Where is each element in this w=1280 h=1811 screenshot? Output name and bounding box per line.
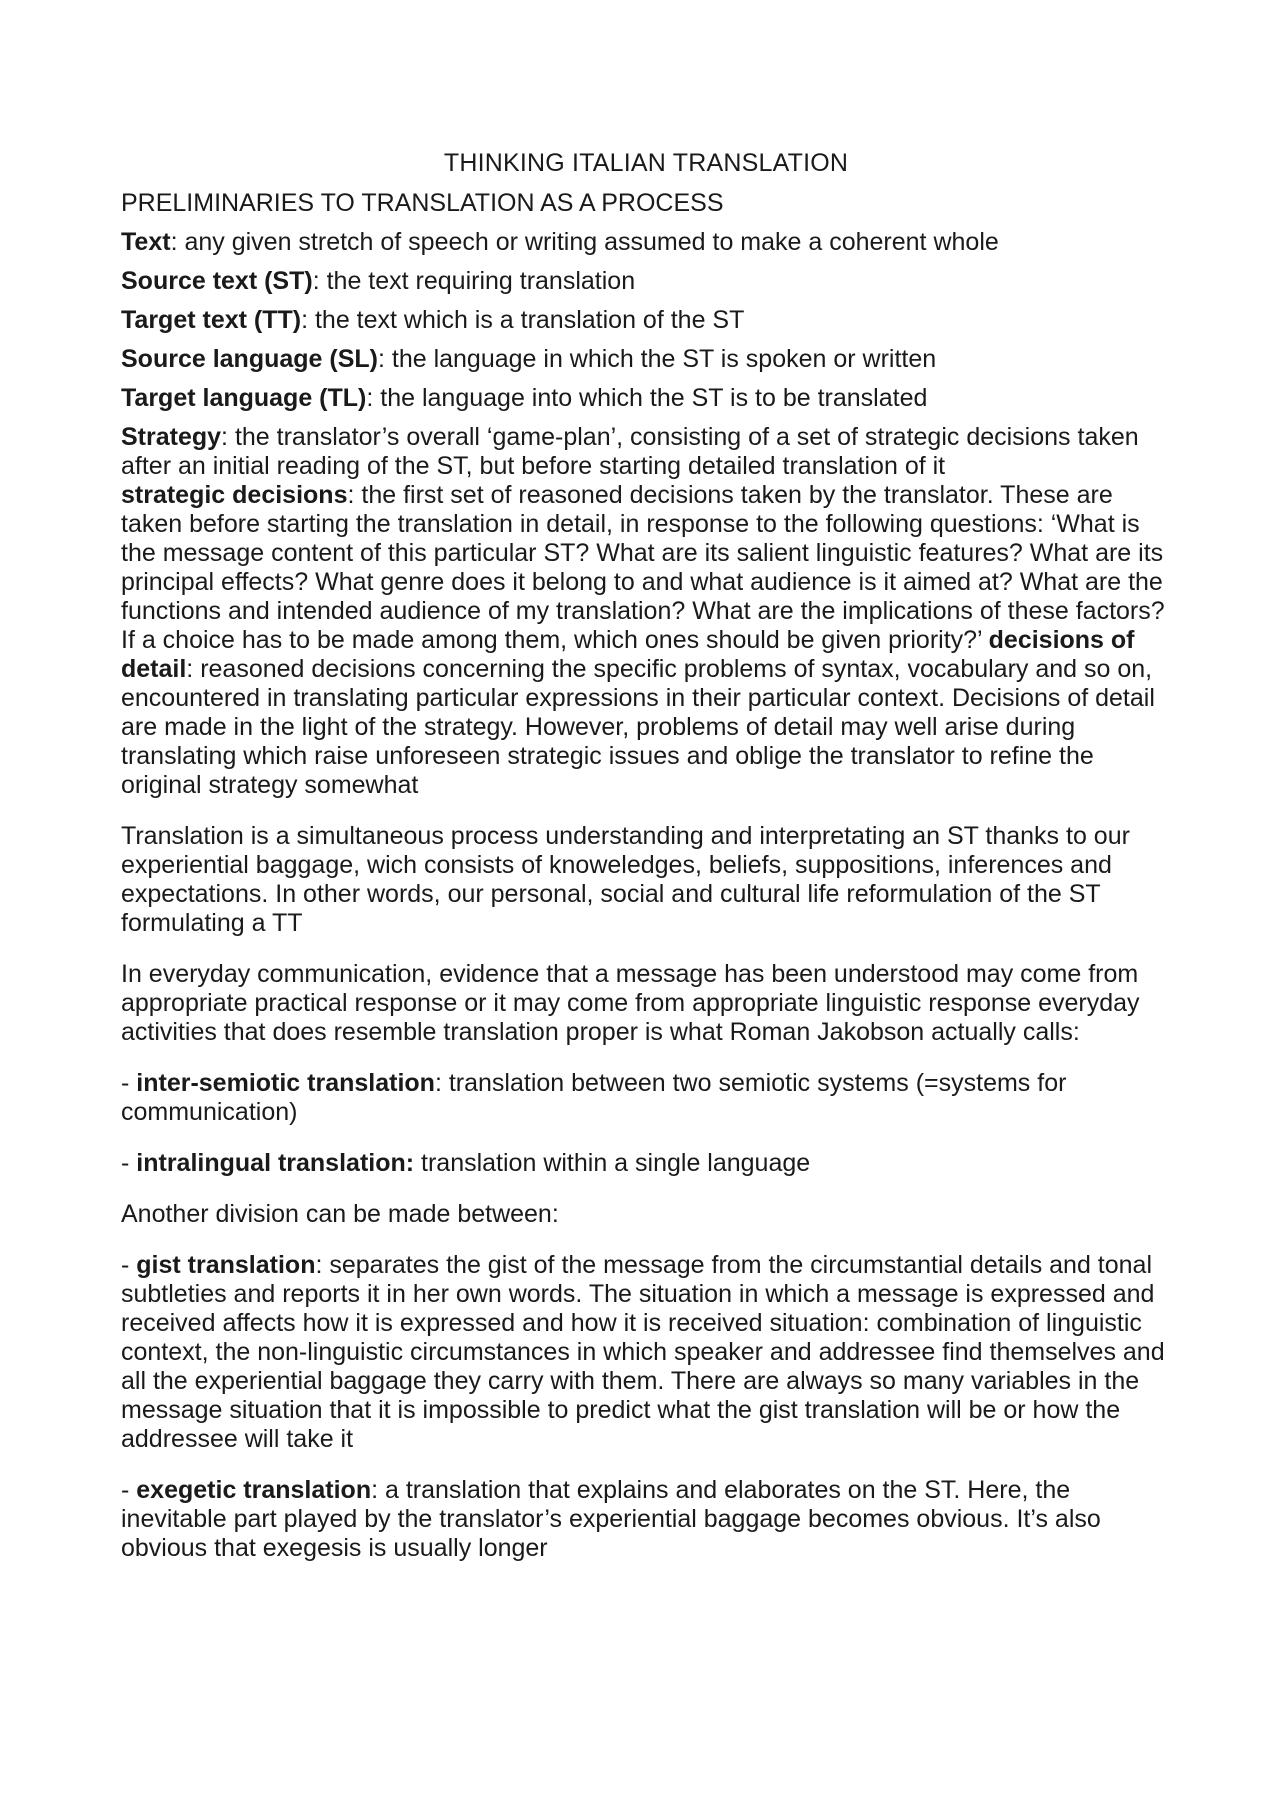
bullet-exegetic [121,1476,1171,1563]
term-intralingual: intralingual translation: [136,1149,415,1177]
division-paragraph: Another division can be made between: [121,1200,559,1228]
bullet-inter-semiotic [121,1069,1171,1127]
definition-target-text-body: : the text which is a translation of the ST [301,306,745,334]
term-source-text: Source text (ST) [121,267,313,295]
document-page [121,148,1171,1585]
bullet-prefix: - [121,1251,137,1279]
inter-semiotic-body: : translation between two semiotic systems (=systems for communication) [121,1069,1067,1126]
definition-target-text [121,306,1171,335]
document-title: THINKING ITALIAN TRANSLATION [443,149,849,177]
bullet-prefix: - [121,1476,137,1504]
decisions-of-detail-body: : reasoned decisions concerning the specific problems of syntax, vocabulary and so on, encountered in translating particular expressions in their particular context. Decisions of detail are made in the light of the strategy. However, problems of detail may well arise during translating which raise unforeseen strategic issues and oblige the translator to refine the original strategy somewhat [121,655,1155,799]
bullet-prefix: - [121,1069,137,1097]
term-strategic-decisions: strategic decisions [121,481,348,509]
process-paragraph: Translation is a simultaneous process understanding and interpretating an ST thanks to our experiential baggage, wich consists of knoweledges, beliefs, suppositions, inferences and expectations. In other words, our personal, social and cultural life reformulation of the ST formulating a TT [121,822,1130,937]
gist-body: : separates the gist of the message from the circumstantial details and tonal subtleties and reports it in her own words. The situation in which a message is expressed and received affects how it is expressed and how it is received situation: combination of linguistic context, the non-linguistic circumstances in which speaker and addressee find themselves and all the experiential baggage they carry with them. There are always so many variables in the message situation that it is impossible to predict what the gist translation will be or how the addressee will take it [121,1251,1165,1453]
term-target-text: Target text (TT) [121,306,302,334]
definition-text-body: : any given stretch of speech or writing assumed to make a coherent whole [170,228,999,256]
term-inter-semiotic: inter-semiotic translation [136,1069,435,1097]
definition-text [121,228,1171,257]
strategy-paragraph [121,423,1171,800]
definition-source-text-body: : the text requiring translation [312,267,636,295]
exegetic-body: : a translation that explains and elaborates on the ST. Here, the inevitable part played by the translator’s experiential baggage becomes obvious. It’s also obvious that exegesis is usually longer [121,1476,1101,1562]
term-source-language: Source language (SL) [121,345,378,373]
everyday-paragraph: In everyday communication, evidence that a message has been understood may come from appropriate practical response or it may come from appropriate linguistic response everyday activities that does resemble translation proper is what Roman Jakobson actually calls: [121,960,1140,1046]
term-gist: gist translation [136,1251,316,1279]
document-subtitle: PRELIMINARIES TO TRANSLATION AS A PROCESS [121,189,724,217]
bullet-prefix: - [121,1149,137,1177]
term-text: Text [121,228,171,256]
definition-source-language [121,345,1171,374]
definition-source-text [121,267,1171,296]
definition-source-language-body: : the language in which the ST is spoken or written [377,345,937,373]
intralingual-body: translation within a single language [414,1149,811,1177]
definition-target-language-body: : the language into which the ST is to be translated [366,384,928,412]
term-strategy: Strategy [121,423,222,451]
strategy-body: : the translator’s overall ‘game-plan’, consisting of a set of strategic decisions taken after an initial reading of the ST, but before starting detailed translation of it [121,423,1139,480]
term-decisions-of-detail: decisions of detail [121,626,1135,683]
term-exegetic: exegetic translation [136,1476,372,1504]
term-target-language: Target language (TL) [121,384,367,412]
strategic-decisions-body: : the first set of reasoned decisions taken by the translator. These are taken before starting the translation in detail, in response to the following questions: ‘What is the message content of this particular ST? What are its salient linguistic features? What are its principal effects? What genre does it belong to and what audience is it aimed at? What are the functions and intended audience of my translation? What are the implications of these factors? If a choice has to be made among them, which ones should be given priority?’ [121,481,1165,654]
bullet-intralingual [121,1149,1171,1178]
definition-target-language [121,384,1171,413]
bullet-gist [121,1251,1171,1454]
